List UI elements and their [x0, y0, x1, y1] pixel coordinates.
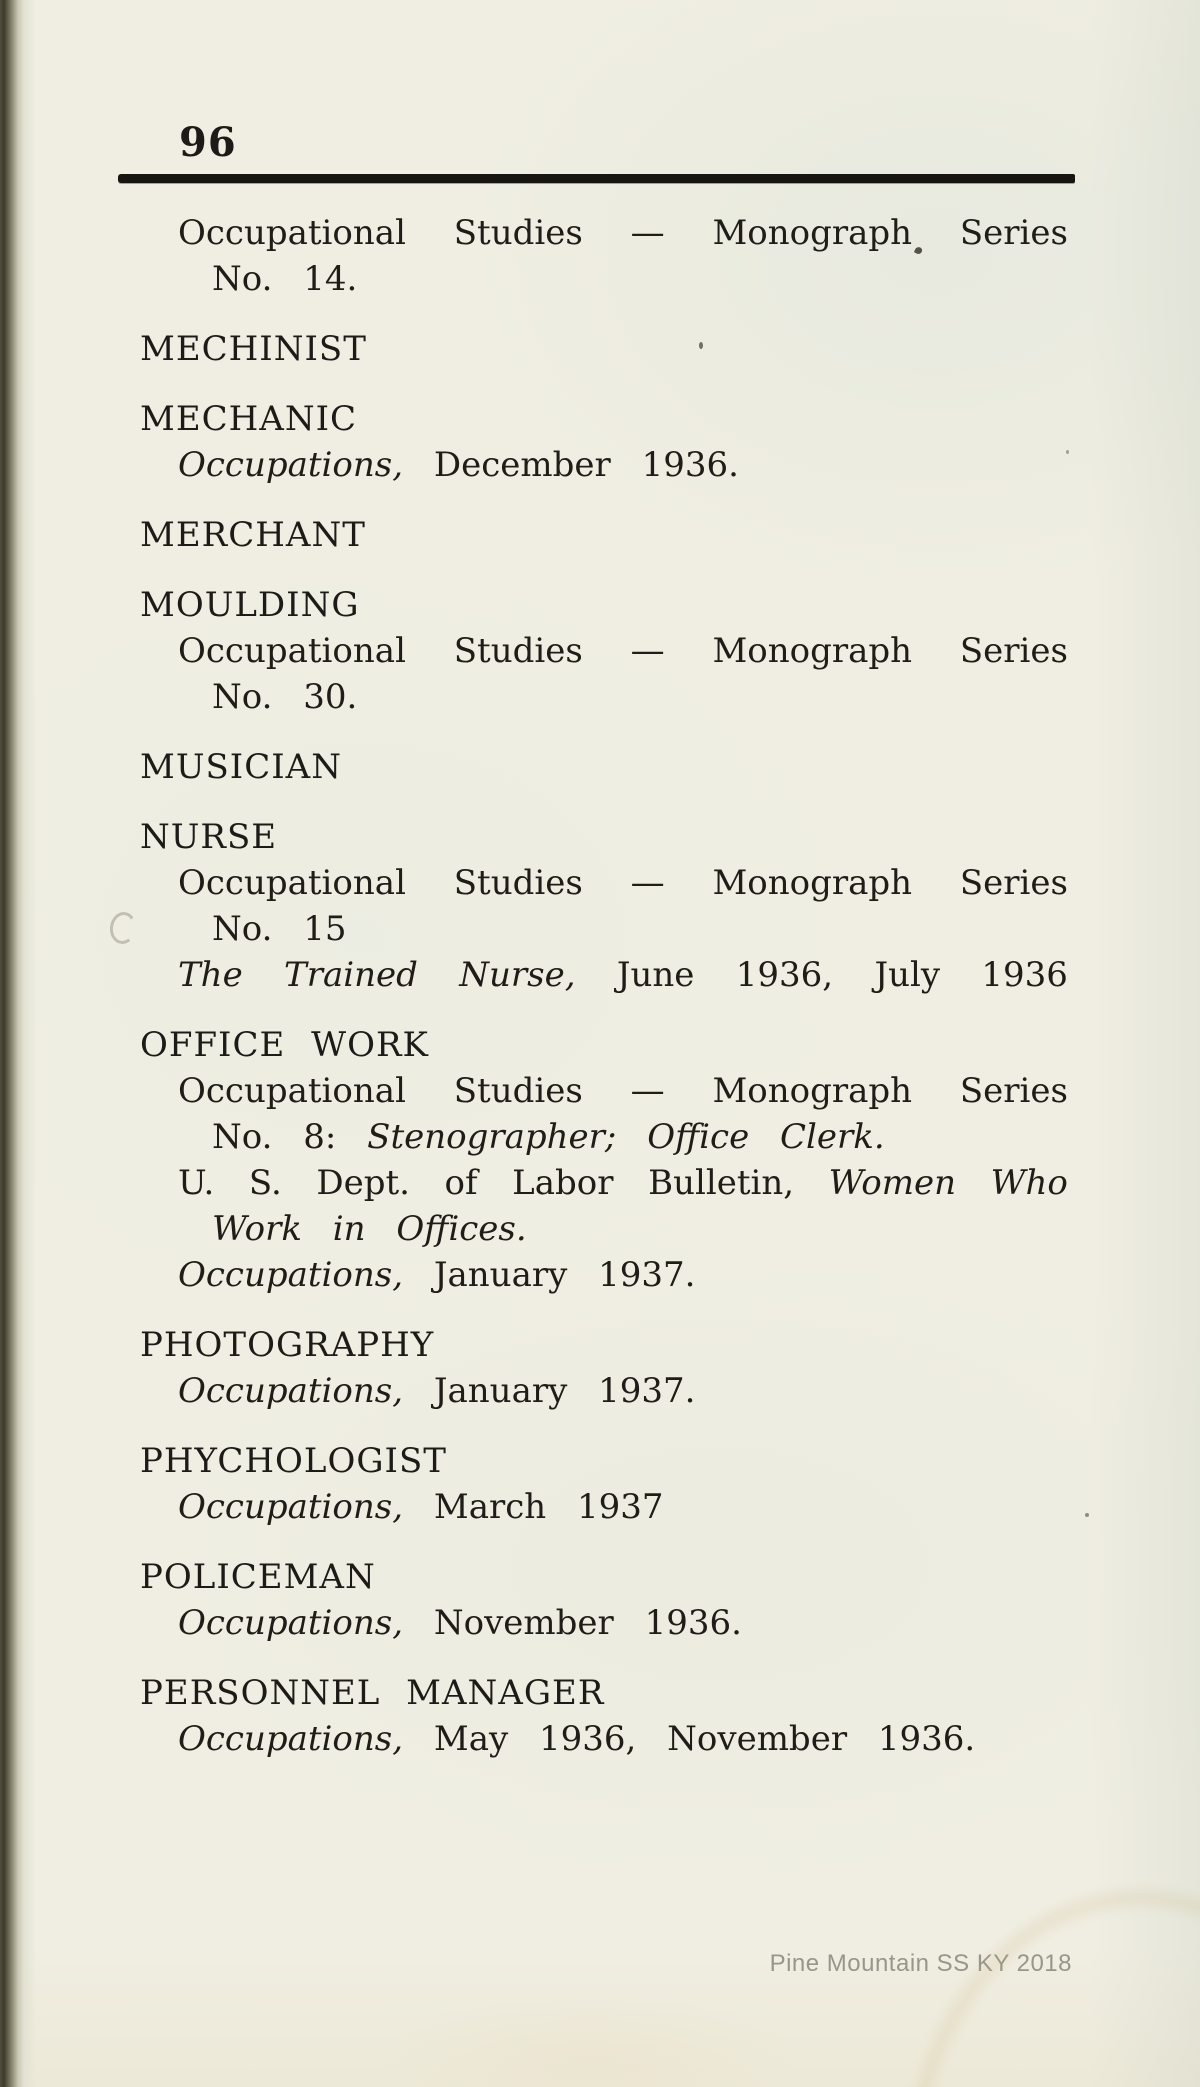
entry	[0, 744, 1200, 790]
word: Stenographer;	[367, 1117, 617, 1157]
entry-line	[178, 1484, 1200, 1530]
stain-ring	[905, 1890, 1200, 2087]
entry-heading: MOULDING	[140, 585, 360, 625]
word: No.	[212, 1117, 273, 1157]
entry-line	[178, 1160, 1068, 1206]
word: 1937.	[598, 1255, 696, 1295]
watermark: Pine Mountain SS KY 2018	[769, 1950, 1072, 1977]
entry-heading: POLICEMAN	[140, 1557, 376, 1597]
word: July	[874, 955, 941, 995]
ink-speck	[1066, 450, 1069, 454]
word: Nurse,	[459, 955, 576, 995]
word: Occupations,	[178, 1603, 404, 1643]
entry-line	[178, 628, 1068, 674]
word: Occupations,	[178, 1719, 404, 1759]
word: 1936.	[644, 1603, 742, 1643]
entry-line	[178, 210, 1068, 256]
word: Work	[212, 1209, 302, 1249]
word: 30.	[303, 677, 358, 717]
word: Occupational	[178, 1071, 406, 1111]
word: 1936,	[538, 1719, 637, 1759]
word: 1937.	[598, 1371, 696, 1411]
word: No.	[212, 677, 273, 717]
entry-heading: PHYCHOLOGIST	[140, 1441, 447, 1481]
word: 8:	[303, 1117, 337, 1157]
entry-line	[178, 1600, 1200, 1646]
word: 15	[303, 909, 347, 949]
word: 1936.	[877, 1719, 976, 1759]
word: No.	[212, 909, 273, 949]
entry	[0, 1670, 1200, 1762]
word: U.	[178, 1163, 215, 1203]
entry-line	[178, 1068, 1068, 1114]
word: May	[433, 1719, 509, 1759]
word: November	[433, 1603, 614, 1643]
word: March	[433, 1487, 547, 1527]
entry	[0, 1438, 1200, 1530]
entry	[0, 210, 1200, 302]
entry-heading: PERSONNEL MANAGER	[140, 1673, 605, 1713]
ink-speck	[1085, 1513, 1089, 1517]
entry	[0, 814, 1200, 998]
entry-heading: MECHINIST	[140, 329, 367, 369]
word: June	[616, 955, 695, 995]
entry	[0, 1322, 1200, 1414]
word: January	[433, 1255, 568, 1295]
word: of	[444, 1163, 478, 1203]
word: 1936.	[641, 445, 739, 485]
entry-list	[0, 210, 1200, 1762]
page-number: 96	[179, 119, 237, 166]
entry	[0, 512, 1200, 558]
word: Clerk.	[780, 1117, 885, 1157]
entry-heading: MERCHANT	[140, 515, 366, 555]
word: Monograph	[712, 213, 913, 253]
word: —	[630, 863, 665, 903]
word: Office	[647, 1117, 750, 1157]
word: —	[630, 631, 665, 671]
word: The	[178, 955, 243, 995]
word: Occupations,	[178, 1255, 404, 1295]
word: Trained	[284, 955, 418, 995]
word: Dept.	[316, 1163, 410, 1203]
entry-line	[178, 1252, 1200, 1298]
entry-line	[212, 1114, 1200, 1160]
entry	[0, 1554, 1200, 1646]
header-rule	[118, 174, 1075, 183]
word: Offices.	[396, 1209, 527, 1249]
word: Women	[828, 1163, 957, 1203]
entry-heading: NURSE	[140, 817, 278, 857]
word: Who	[990, 1163, 1068, 1203]
word: Monograph	[712, 631, 913, 671]
word: —	[630, 213, 665, 253]
word: Series	[959, 213, 1068, 253]
word: Occupations,	[178, 445, 404, 485]
entry-heading: MUSICIAN	[140, 747, 342, 787]
stain-blob	[380, 1990, 800, 2087]
entry	[0, 326, 1200, 372]
word: 1936	[981, 955, 1068, 995]
word: 1936,	[735, 955, 834, 995]
word: Labor	[512, 1163, 614, 1203]
word: in	[332, 1209, 366, 1249]
entry	[0, 396, 1200, 488]
word: Occupational	[178, 213, 406, 253]
entry-line	[212, 1206, 1200, 1252]
entry	[0, 1022, 1200, 1298]
entry-line	[212, 674, 1200, 720]
entry-line	[212, 256, 1200, 302]
entry-line	[178, 442, 1200, 488]
word: Series	[959, 631, 1068, 671]
word: Series	[959, 1071, 1068, 1111]
word: Occupational	[178, 631, 406, 671]
entry-line	[212, 906, 1200, 952]
word: Monograph	[712, 1071, 913, 1111]
word: 1937	[576, 1487, 664, 1527]
word: January	[433, 1371, 568, 1411]
word: Occupational	[178, 863, 406, 903]
entry-line	[178, 952, 1068, 998]
word: Occupations,	[178, 1371, 404, 1411]
word: December	[433, 445, 611, 485]
entry-line	[178, 860, 1068, 906]
entry-heading: MECHANIC	[140, 399, 358, 439]
word: Series	[959, 863, 1068, 903]
word: Studies	[453, 1071, 583, 1111]
word: Studies	[453, 631, 583, 671]
entry-heading: PHOTOGRAPHY	[140, 1325, 435, 1365]
word: No.	[212, 259, 273, 299]
word: November	[667, 1719, 848, 1759]
entry-line	[178, 1368, 1200, 1414]
ink-speck	[699, 342, 703, 349]
word: Bulletin,	[648, 1163, 795, 1203]
word: Studies	[453, 863, 583, 903]
word: —	[630, 1071, 665, 1111]
word: Occupations,	[178, 1487, 404, 1527]
entry	[0, 582, 1200, 720]
word: Monograph	[712, 863, 913, 903]
word: S.	[248, 1163, 282, 1203]
entry-line	[178, 1716, 1200, 1762]
word: Studies	[453, 213, 583, 253]
word: 14.	[303, 259, 358, 299]
entry-heading: OFFICE WORK	[140, 1025, 429, 1065]
